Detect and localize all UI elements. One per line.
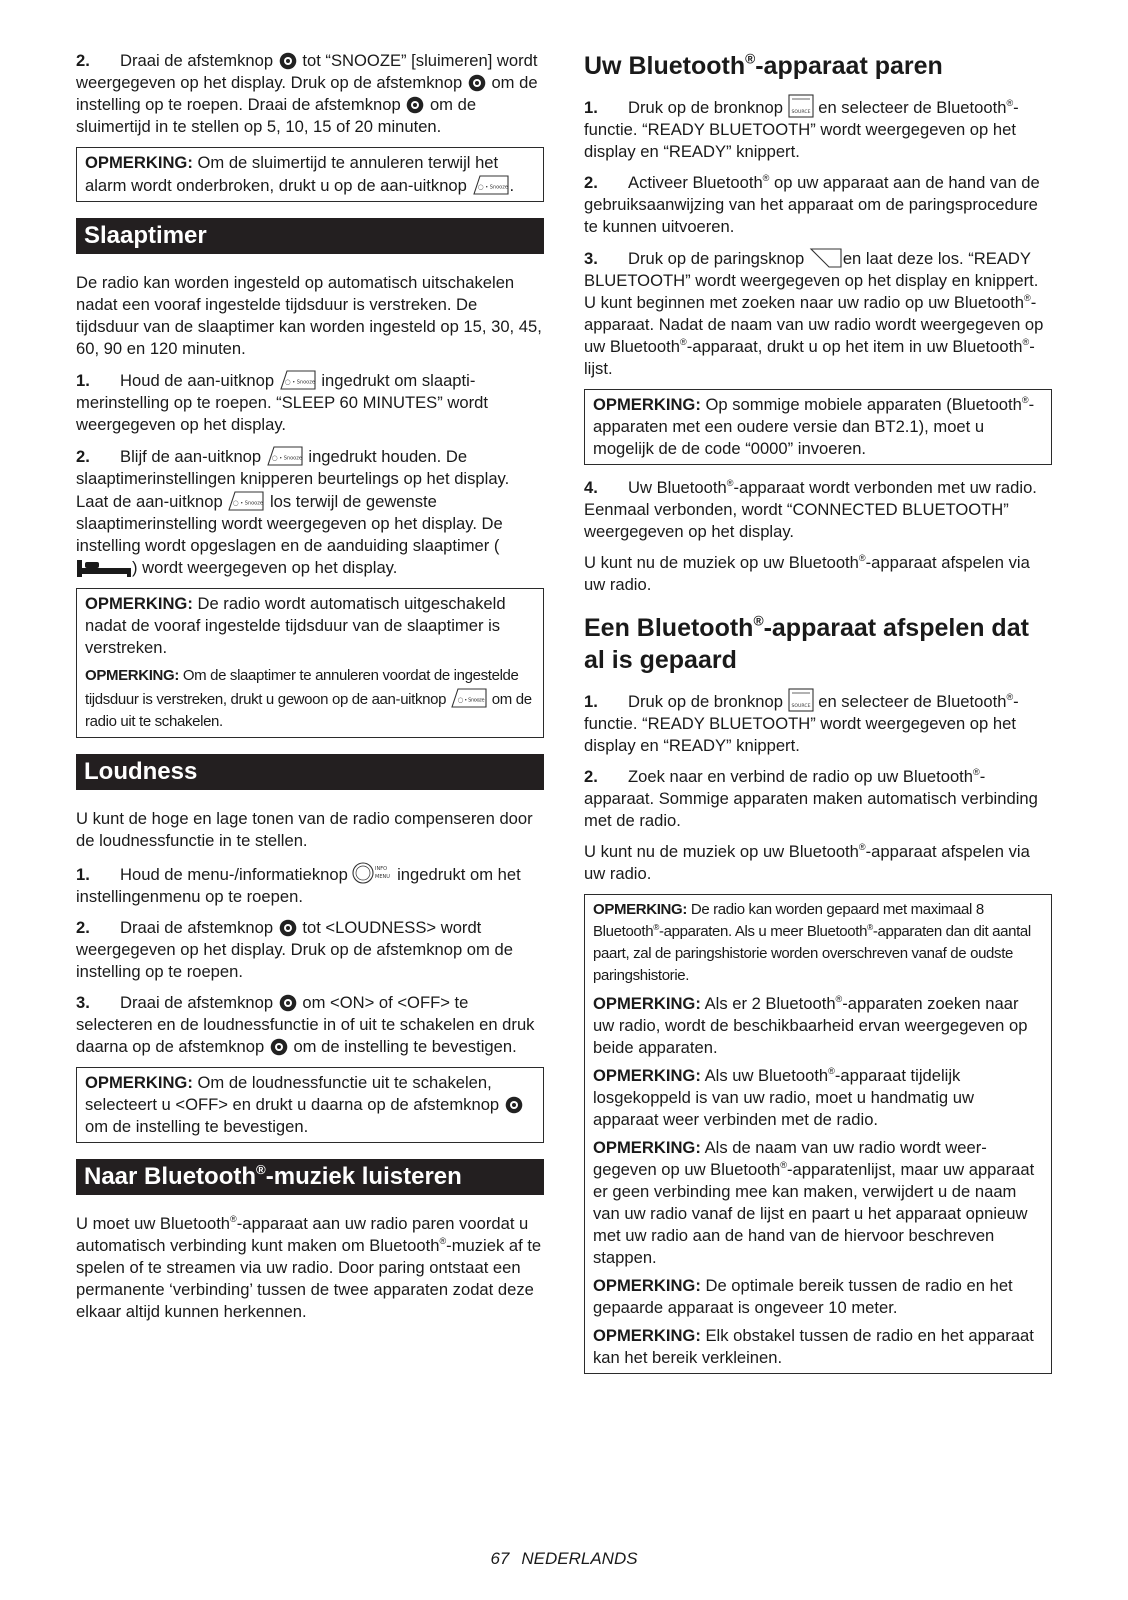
note-sleep-timer: OPMERKING: De radio wordt automatisch uitgeschakeld nadat de vooraf ingestelde tijdsduur van de slaaptimer is verstreken. OPMERKING: Om de slaaptimer te annuleren voordat de ingestelde tijdsduur is verstreken, drukt u gewoon op de aan-uitknop ◯ • Snooze om de radio uit te schakelen. [76, 588, 544, 738]
note-loudness: OPMERKING: Om de loudnessfunctie uit te schakelen, selecteert u <OFF> en drukt u daarna op de afstemknop om de instelling te bevestigen. [76, 1067, 544, 1143]
step-number: 1. [584, 692, 598, 711]
tuning-knob-icon [278, 993, 298, 1013]
section-title-sleep-timer: Slaaptimer [76, 218, 544, 254]
bed-icon [76, 558, 132, 578]
snooze-step-2: 2. Draai de afstemknop tot “SNOOZE” [sluimeren] wordt weergegeven op het display. Druk op de afstemknop om de instelling op te roepen. Draai de afstemknop om de sluimertijd in te stellen op 5, 10, 15 of 20 minuten. [76, 51, 538, 136]
note-label: OPMERKING: [593, 395, 701, 414]
left-column [76, 50, 544, 1332]
step-number: 2. [584, 173, 598, 192]
power-button-icon [472, 174, 510, 196]
note-label: OPMERKING: [593, 1276, 701, 1295]
step-number: 4. [584, 478, 598, 497]
note-range: OPMERKING: De optimale bereik tussen de radio en het gepaarde apparaat is ongeveer 10 meter. [593, 1276, 1013, 1317]
loudness-step-2: 2. Draai de afstemknop tot <LOUDNESS> wordt weergegeven op het display. Druk op de afstemknop om de instelling op te roepen. [76, 918, 513, 981]
power-button-icon [279, 369, 317, 391]
play-step-2: 2. Zoek naar en verbind de radio op uw Bluetooth®-apparaat. Sommige apparaten maken automatisch verbinding met de radio. [584, 767, 1038, 830]
svg-text:INFO: INFO [375, 866, 388, 872]
svg-text:◯ • Snooze: ◯ • Snooze [271, 455, 302, 462]
svg-text:SOURCE: SOURCE [791, 110, 811, 115]
page-footer [0, 1548, 1128, 1570]
source-button-icon [788, 688, 814, 712]
note-label: OPMERKING: [593, 1066, 701, 1085]
section-title-bluetooth-listen: Naar Bluetooth®-muziek luisteren [76, 1159, 544, 1195]
tuning-knob-icon [278, 918, 298, 938]
svg-text:◯ • Snooze: ◯ • Snooze [457, 697, 485, 704]
note-cannot-connect: OPMERKING: Als de naam van uw radio wordt weergegeven op uw Bluetooth®-apparatenlijst, maar uw apparaat er geen verbinding mee kan maken, verwijdert u de naam van uw radio vanaf de lijst en paart u het apparaat opnieuw met uw radio aan de hand van de hiervoor beschreven stappen. [593, 1138, 1035, 1267]
bluetooth-listen-intro: U moet uw Bluetooth®-apparaat aan uw radio paren voordat u automatisch verbinding kunt maken om Bluetooth®-muziek af te spelen of te streamen via uw radio. Door paring ontstaat een permanente ‘verbinding’ tussen de twee apparaten zodat deze elkaar altijd kunnen herkennen. [76, 1214, 542, 1321]
tuning-knob-icon [504, 1095, 524, 1115]
play-outro: U kunt nu de muziek op uw Bluetooth®-apparaat afspelen via uw radio. [584, 842, 1030, 883]
note-max-devices: OPMERKING: De radio kan worden gepaard met maximaal 8 Bluetooth®-apparaten. Als u meer Bluetooth®-apparaten dan dit aantal paart, zal de paringshistorie worden overschreven vanaf de oudste paringshistorie. [593, 901, 1031, 984]
note-snooze: OPMERKING: Om de sluimertijd te annuleren terwijl het alarm wordt onderbroken, drukt u op de aan-uitknop ◯ • Snooze . [76, 147, 544, 202]
tuning-knob-icon [467, 73, 487, 93]
note-label: OPMERKING: [593, 994, 701, 1013]
svg-text:MENU: MENU [375, 874, 391, 880]
heading-pair-bluetooth: Uw Bluetooth®-apparaat paren [584, 51, 943, 80]
svg-text:◯ • Snooze: ◯ • Snooze [284, 379, 315, 386]
power-button-icon [227, 490, 265, 512]
note-label: OPMERKING: [85, 153, 193, 172]
step-number: 1. [76, 371, 90, 390]
tuning-knob-icon [405, 95, 425, 115]
note-label: OPMERKING: [85, 1073, 193, 1092]
loudness-intro: U kunt de hoge en lage tonen van de radio compenseren door de loudnessfunctie in te stellen. [76, 809, 533, 850]
step-number: 2. [76, 51, 90, 70]
power-button-icon [450, 687, 488, 709]
step-number: 2. [76, 447, 90, 466]
step-number: 2. [584, 767, 598, 786]
note-obstacle: OPMERKING: Elk obstakel tussen de radio en het apparaat kan het bereik verkleinen. [593, 1326, 1034, 1367]
sleep-step-2: 2. Blijf de aan-uitknop ◯ • Snooze ingedrukt houden. De slaaptimerinstellingen knipperen beurtelings op het display. Laat de aan-uitknop ◯ • Snooze los terwijl de gewenste slaaptimerinstelling wordt weergegeven op het display. De instelling wordt opgeslagen en de aanduiding slaaptimer ( ) wordt weergegeven op het display. [76, 447, 510, 577]
pair-step-1: 1. Druk op de bronknop SOURCE en selecteer de Bluetooth®-functie. “READY BLUETOOTH” wordt weergegeven op het display en “READY” knippert. [584, 94, 1052, 163]
menu-info-button-icon [352, 861, 392, 885]
step-number: 2. [76, 918, 90, 937]
step-number: 1. [584, 98, 598, 117]
pair-outro: U kunt nu de muziek op uw Bluetooth®-apparaat afspelen via uw radio. [584, 553, 1030, 594]
page-number: 67 [490, 1549, 510, 1568]
note-label: OPMERKING: [593, 901, 688, 918]
note-disconnected: OPMERKING: Als uw Bluetooth®-apparaat tijdelijk losgekoppeld is van uw radio, moet u handmatig uw apparaat weer verbinden met de radio. [593, 1066, 974, 1129]
footer-language: NEDERLANDS [521, 1549, 638, 1568]
note-pair-code: OPMERKING: Op sommige mobiele apparaten (Bluetooth®-apparaten met een oudere versie dan BT2.1), moet u mogelijk de de code “0000” invoeren. [584, 389, 1052, 465]
heading-play-paired-bluetooth: Een Bluetooth®-apparaat afspelen dat al is gepaard [584, 613, 1029, 674]
section-title-loudness: Loudness [76, 754, 544, 790]
source-button-icon [788, 94, 814, 118]
notes-bluetooth [584, 894, 1052, 1374]
svg-text:◯ • Snooze: ◯ • Snooze [477, 184, 508, 191]
svg-text:SOURCE: SOURCE [791, 704, 811, 709]
pairing-button-icon [809, 247, 843, 269]
pair-step-3: 3. Druk op de paringsknop en laat deze los. “READY BLUETOOTH” wordt weergegeven op het display en knippert. U kunt beginnen met zoeken naar uw radio op uw Bluetooth®-apparaat. Nadat de naam van uw radio wordt weergegeven op uw Bluetooth®-apparaat, drukt u op het item in uw Bluetooth®-lijst. [584, 249, 1044, 378]
step-number: 3. [584, 249, 598, 268]
sleep-step-1: 1. Houd de aan-uitknop ◯ • Snooze ingedrukt om slaaptimerinstelling op te roepen. “SLEEP 60 MINUTES” wordt weergegeven op het display. [76, 371, 488, 434]
pair-step-4: 4. Uw Bluetooth®-apparaat wordt verbonden met uw radio. Eenmaal verbonden, wordt “CONNECTED BLUETOOTH” weergegeven op het display. [584, 478, 1037, 541]
pair-step-2: 2. Activeer Bluetooth® op uw apparaat aan de hand van de gebruiksaanwijzing van het apparaat om de paringsprocedure te kunnen uitvoeren. [584, 173, 1040, 236]
note-label: OPMERKING: [593, 1138, 701, 1157]
tuning-knob-icon [269, 1037, 289, 1057]
tuning-knob-icon [278, 51, 298, 71]
play-step-1: 1. Druk op de bronknop SOURCE en selecteer de Bluetooth®-functie. “READY BLUETOOTH” wordt weergegeven op het display en “READY” knippert. [584, 688, 1052, 757]
power-button-icon [266, 445, 304, 467]
step-number: 1. [76, 865, 90, 884]
step-number: 3. [76, 993, 90, 1012]
sleep-intro: De radio kan worden ingesteld op automatisch uitschakelen nadat een vooraf ingestelde tijdsduur is verstreken. De tijdsduur van de slaaptimer kan worden ingesteld op 15, 30, 45, 60, 90 en 120 minuten. [76, 273, 542, 358]
note-label: OPMERKING: [85, 667, 180, 684]
loudness-step-1: 1. Houd de menu-/informatieknop INFO MENU ingedrukt om het instellingenmenu op te roepen. [76, 861, 544, 908]
note-label: OPMERKING: [85, 594, 193, 613]
note-two-devices: OPMERKING: Als er 2 Bluetooth®-apparaten zoeken naar uw radio, wordt de beschikbaarheid ervan weergegeven op beide apparaten. [593, 994, 1028, 1057]
note-label: OPMERKING: [593, 1326, 701, 1345]
svg-text:◯ • Snooze: ◯ • Snooze [233, 500, 264, 507]
right-column [584, 50, 1052, 1386]
loudness-step-3: 3. Draai de afstemknop om <ON> of <OFF> te selecteren en de loudnessfunctie in of uit te schakelen en druk daarna op de afstemknop om de instelling te bevestigen. [76, 993, 535, 1056]
